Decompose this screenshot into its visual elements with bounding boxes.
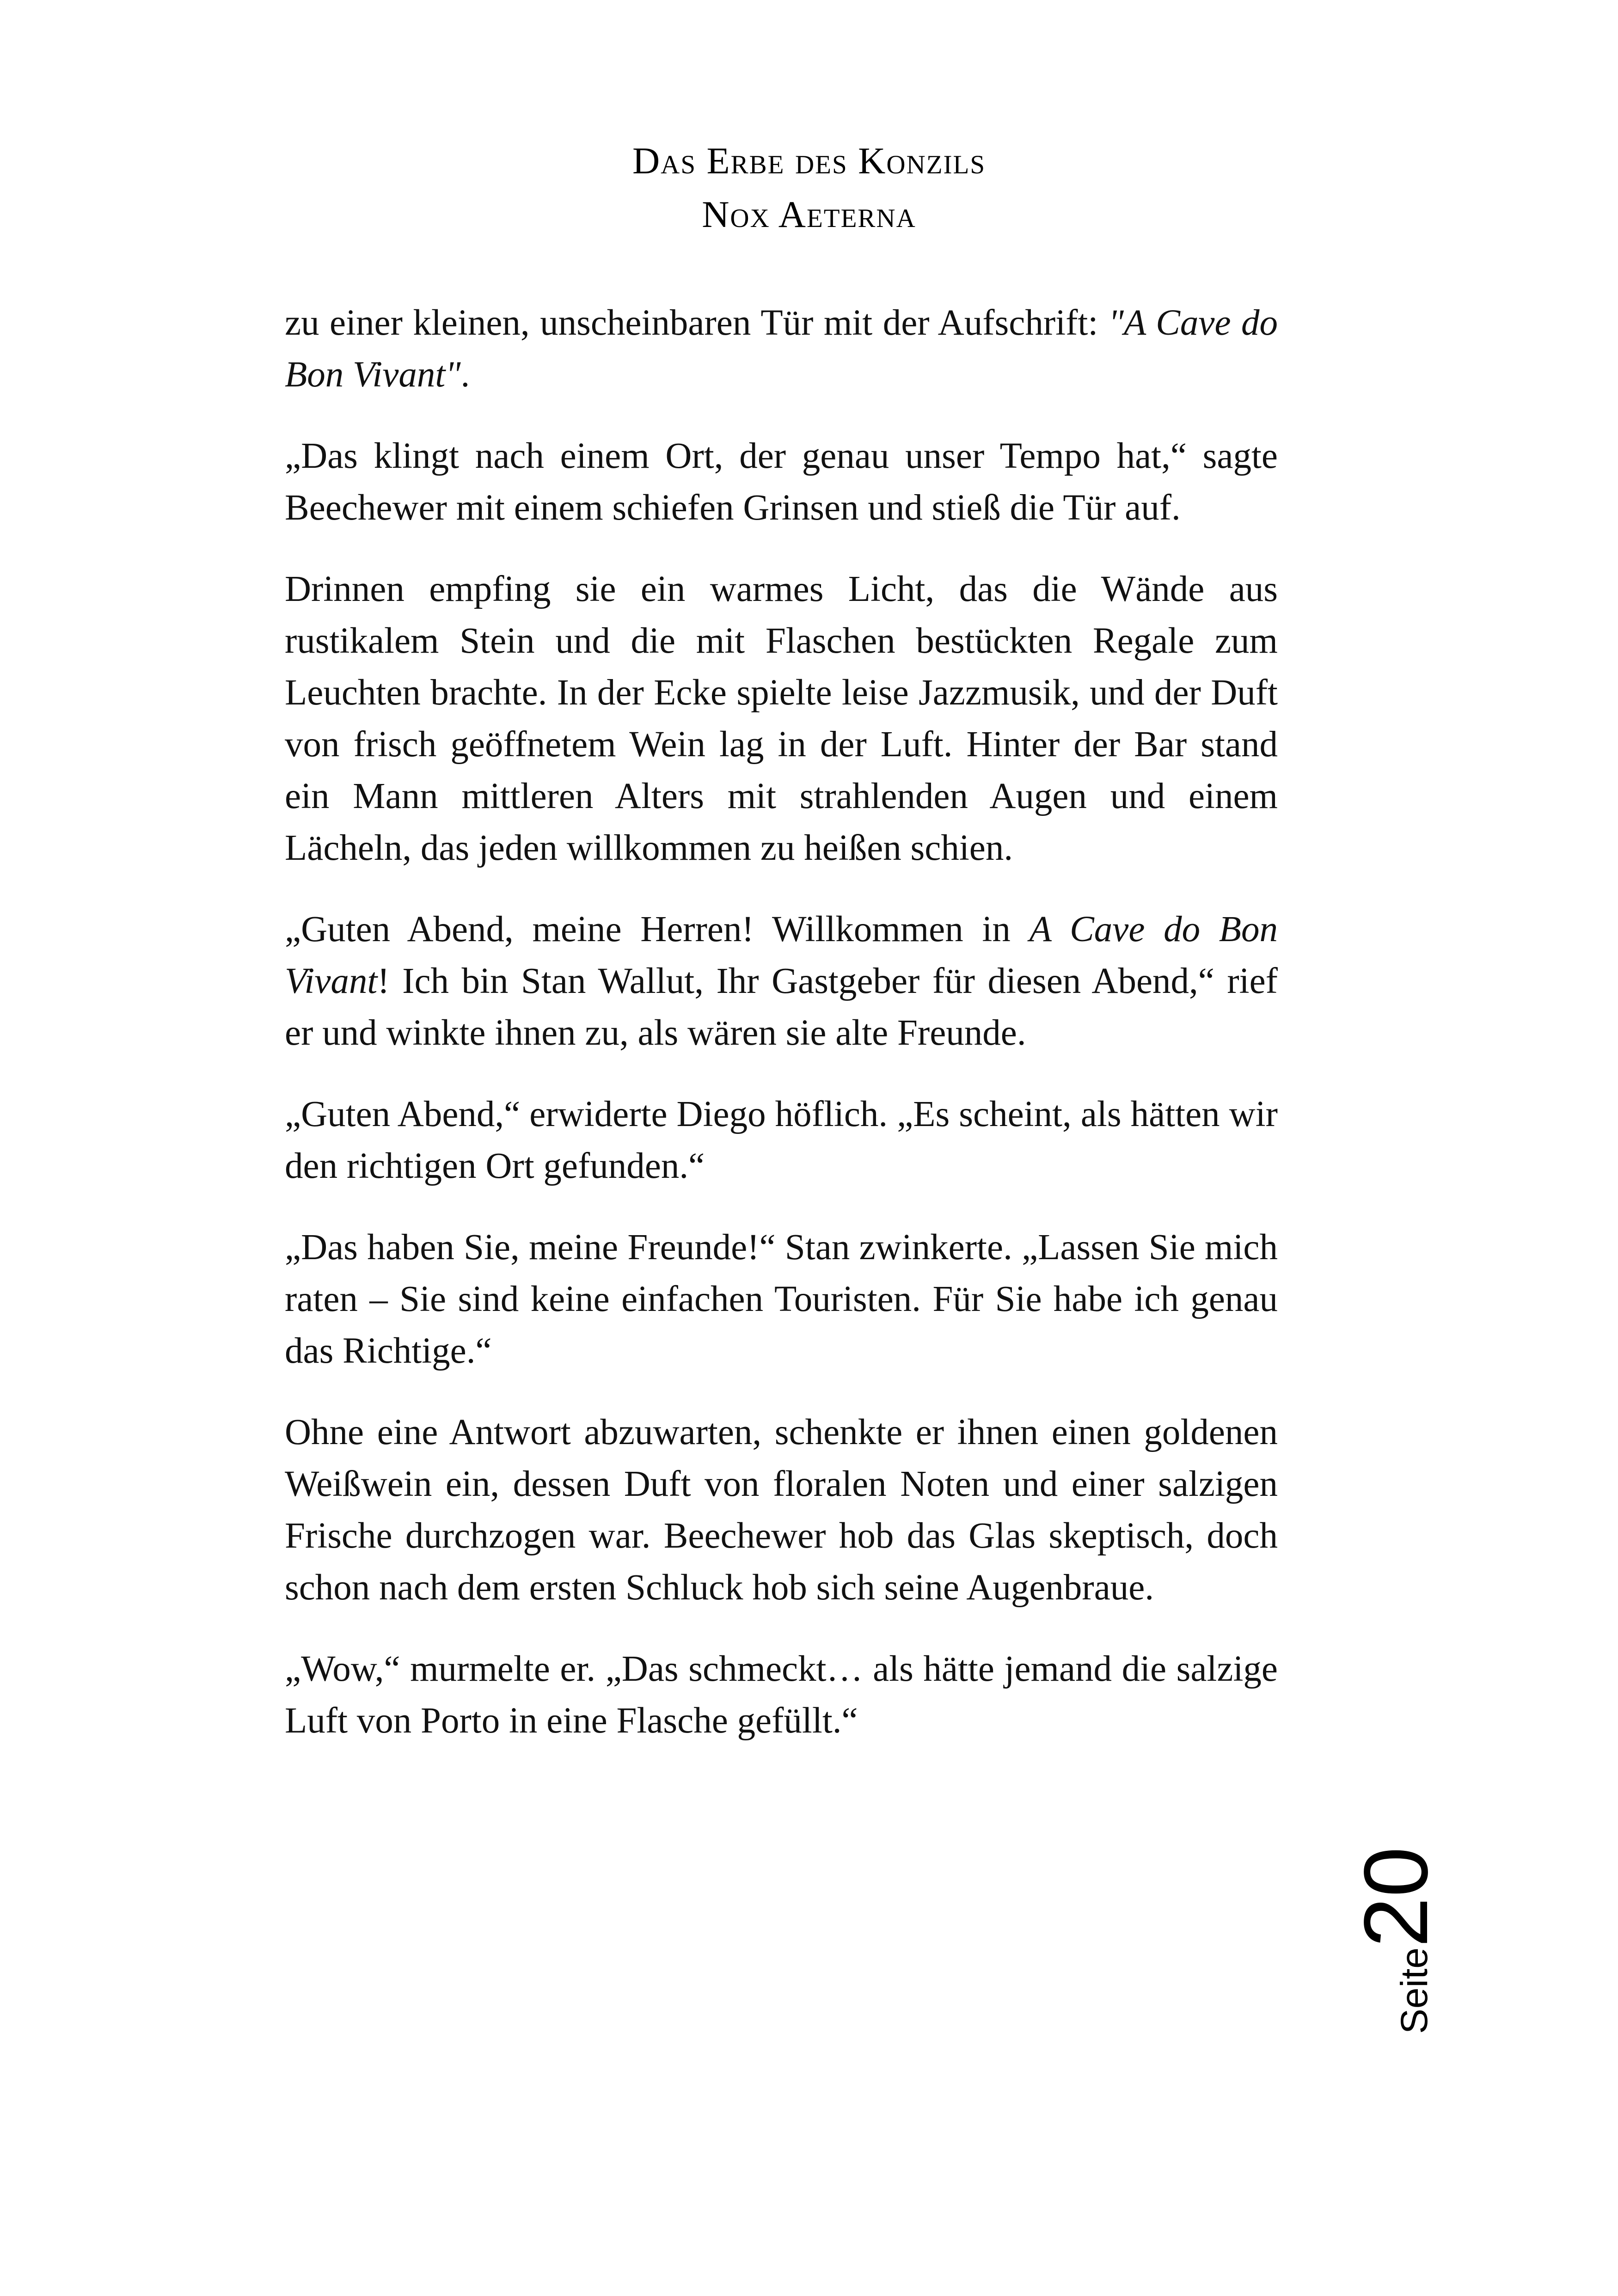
paragraph: „Guten Abend,“ erwiderte Diego höflich. „Es scheint, als hätten wir den richtigen Ort gefunden.“ — [285, 1094, 1278, 1186]
paragraph: Drinnen empfing sie ein warmes Licht, das die Wände aus rustikalem Stein und die mit Flaschen bestückten Regale zum Leuchten brachte. In der Ecke spielte leise Jazzmusik, und der Duft von frisch geöffnetem Wein lag in der Luft. Hinter der Bar stand ein Mann mittleren Alters mit strahlenden Augen und einem Lächeln, das jeden willkommen zu heißen schien. — [285, 569, 1278, 868]
body-text — [285, 297, 1278, 1776]
paragraph: „Guten Abend, meine Herren! Willkommen in A Cave do Bon Vivant! Ich bin Stan Wallut, Ihr Gastgeber für diesen Abend,“ rief er und winkte ihnen zu, als wären sie alte Freunde. — [285, 909, 1278, 1053]
paragraph: „Das klingt nach einem Ort, der genau unser Tempo hat,“ sagte Beechewer mit einem schiefen Grinsen und stieß die Tür auf. — [285, 436, 1278, 528]
paragraph: Ohne eine Antwort abzuwarten, schenkte er ihnen einen goldenen Weißwein ein, dessen Duft von floralen Noten und einer salzigen Frische durchzogen war. Beechewer hob das Glas skeptisch, doch schon nach dem ersten Schluck hob sich seine Augenbraue. — [285, 1412, 1278, 1608]
book-title: Das Erbe des Konzils — [632, 140, 986, 182]
italic-text: "A Cave do Bon Vivant" — [285, 303, 1278, 395]
paragraph: „Das haben Sie, meine Freunde!“ Stan zwinkerte. „Lassen Sie mich raten – Sie sind keine einfachen Touristen. Für Sie habe ich genau das Richtige.“ — [285, 1227, 1278, 1371]
page-number — [1345, 1738, 1489, 2034]
page-number-value: 20 — [1345, 1847, 1446, 1948]
book-subtitle: Nox Aeterna — [702, 193, 916, 235]
page-number-label: Seite — [1393, 1947, 1435, 2034]
page-header — [0, 134, 1618, 241]
paragraph: zu einer kleinen, unscheinbaren Tür mit der Aufschrift: "A Cave do Bon Vivant". — [285, 303, 1278, 395]
italic-text: A Cave do Bon Vivant — [285, 909, 1278, 1001]
paragraph: „Wow,“ murmelte er. „Das schmeckt… als hätte jemand die salzige Luft von Porto in eine Flasche gefüllt.“ — [285, 1649, 1278, 1741]
